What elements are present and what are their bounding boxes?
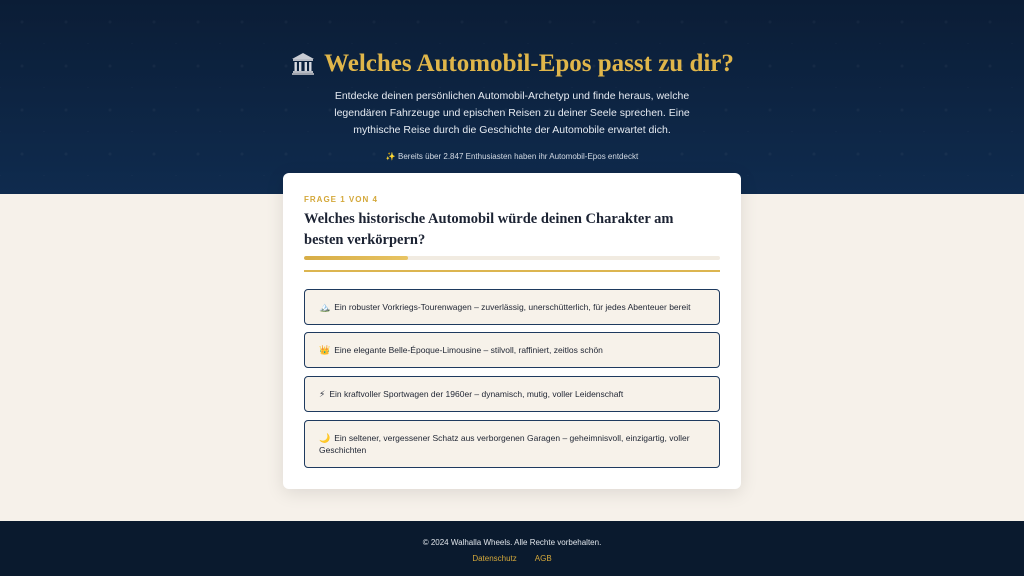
quiz-card xyxy=(283,173,741,489)
classical-building-icon xyxy=(290,51,316,77)
answer-option-label: Ein kraftvoller Sportwagen der 1960er – dynamisch, mutig, voller Leidenschaft xyxy=(329,389,624,399)
answer-option-4[interactable] xyxy=(304,420,720,468)
answer-option-label: Eine elegante Belle-Époque-Limousine – stilvoll, raffiniert, zeitlos schön xyxy=(334,345,603,355)
footer-copyright: © 2024 Walhalla Wheels. Alle Rechte vorbehalten. xyxy=(422,538,602,547)
answer-option-content xyxy=(319,432,705,456)
social-proof-text: ✨ Bereits über 2.847 Enthusiasten haben ihr Automobil-Epos entdeckt xyxy=(385,152,639,161)
answer-option-3[interactable] xyxy=(304,376,720,412)
page-title xyxy=(0,50,1024,78)
footer-links xyxy=(0,554,1024,563)
answer-option-2[interactable] xyxy=(304,332,720,368)
question-text: Welches historische Automobil würde deinen Charakter am besten verkörpern? xyxy=(304,211,674,248)
lightning-icon: ⚡ xyxy=(319,389,326,399)
answer-option-1[interactable] xyxy=(304,289,720,325)
progress-fill xyxy=(304,256,408,260)
footer xyxy=(0,521,1024,576)
answer-option-label: Ein robuster Vorkriegs-Tourenwagen – zuverlässig, unerschütterlich, für jedes Abenteuer bereit xyxy=(334,302,691,312)
mountain-icon: 🏔️ xyxy=(319,302,331,312)
hero-header xyxy=(0,0,1024,194)
divider xyxy=(304,270,720,272)
progress-bar xyxy=(304,256,720,260)
moon-icon: 🌙 xyxy=(319,433,331,443)
hero-subtitle: Entdecke deinen persönlichen Automobil-Archetyp und finde heraus, welche legendären Fahrzeuge und epischen Reisen zu deiner Seele sprechen. Eine mythische Reise durch die Geschichte der Automobile erwartet dich. xyxy=(334,90,690,136)
terms-link[interactable]: AGB xyxy=(534,554,552,563)
question-counter: FRAGE 1 VON 4 xyxy=(304,195,378,204)
answer-option-label: Ein seltener, vergessener Schatz aus verborgenen Garagen – geheimnisvoll, einzigartig, voller Geschichten xyxy=(319,433,690,455)
privacy-link[interactable]: Datenschutz xyxy=(472,554,517,563)
crown-icon: 👑 xyxy=(319,345,331,355)
page-title-text: Welches Automobil-Epos passt zu dir? xyxy=(324,50,734,77)
